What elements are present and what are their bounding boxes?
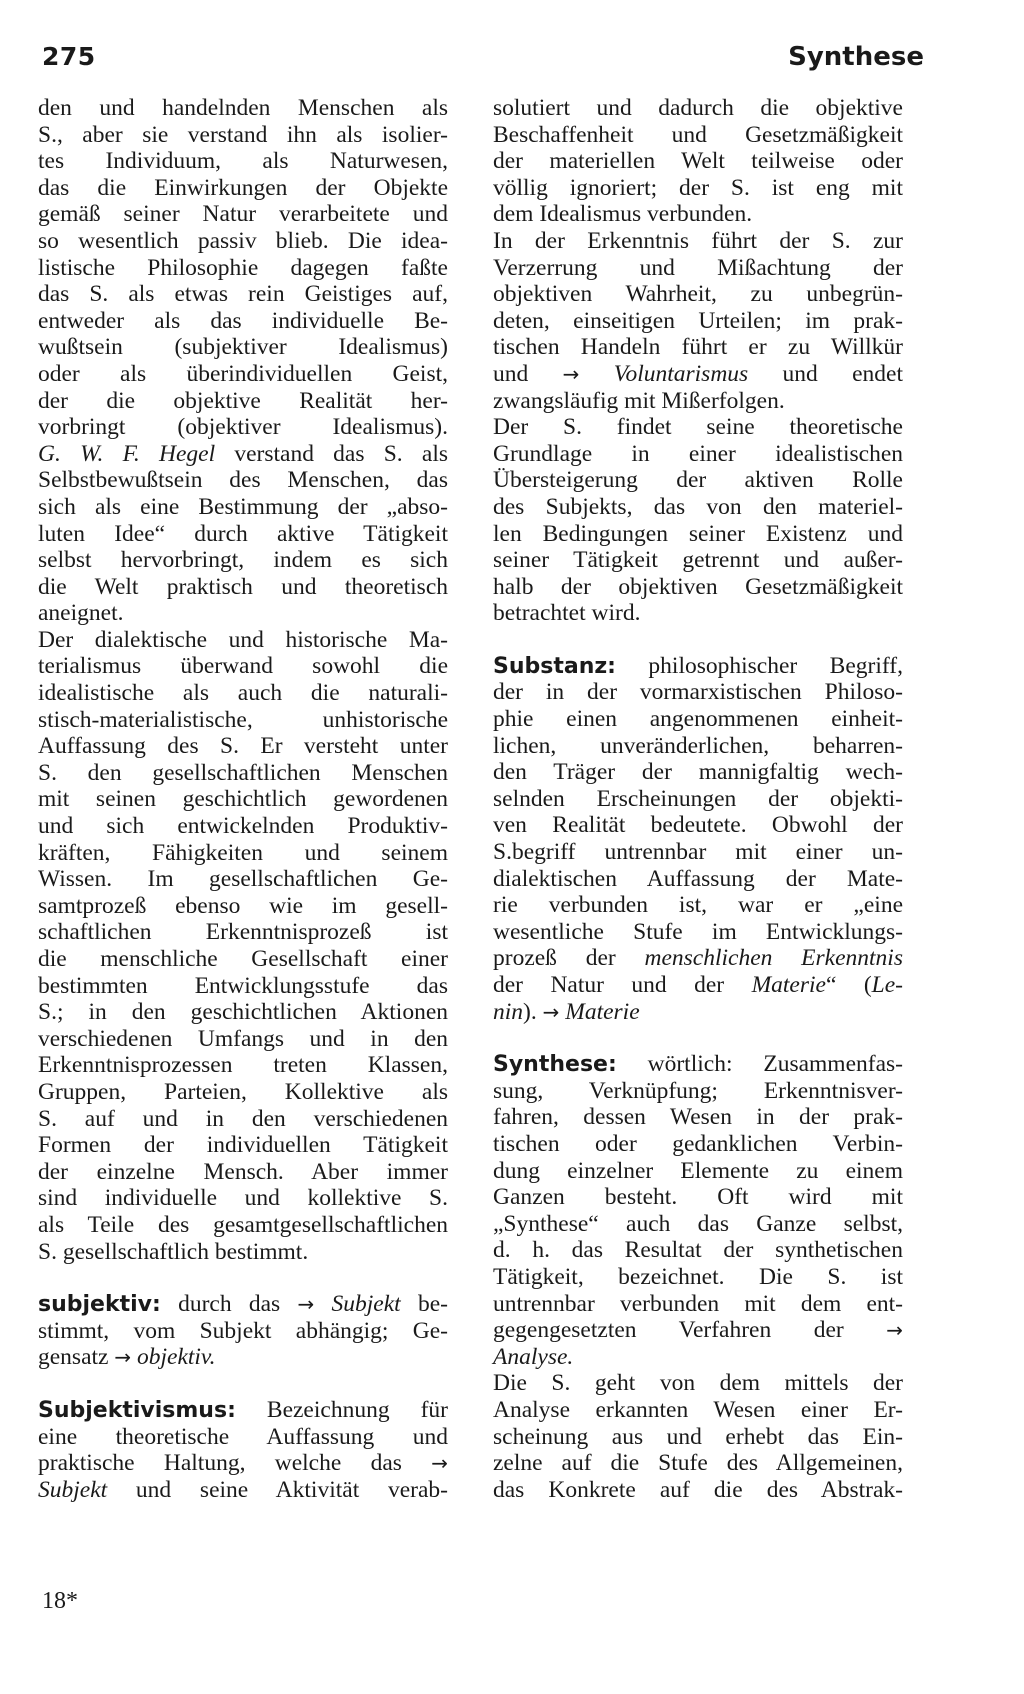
text-line: Analyse erkannten Wesen einer Er-	[493, 1396, 903, 1423]
text-line: tes Individuum, als Naturwesen,	[38, 148, 448, 175]
cross-reference: Subjekt	[38, 1476, 108, 1503]
text-line: tischen Handeln führt er zu Willkür	[493, 334, 903, 361]
text-fragment: be-	[400, 1291, 448, 1318]
text-line: seiner Tätigkeit getrennt und außer-	[493, 547, 903, 574]
text-line: S.; in den geschichtlichen Aktionen	[38, 999, 448, 1026]
text-fragment: verstand das S. als	[215, 440, 448, 467]
text-line: dung einzelner Elemente zu einem	[493, 1157, 903, 1184]
cross-reference: Materie	[559, 998, 640, 1025]
text-line: d. h. das Resultat der synthetischen	[493, 1237, 903, 1264]
text-line: „Synthese“ auch das Ganze selbst,	[493, 1210, 903, 1237]
text-fragment: und	[493, 360, 563, 387]
quotation-italic: Materie	[751, 972, 826, 998]
text-line: terialismus überwand sowohl die	[38, 653, 448, 680]
text-line: selbst hervorbringt, indem es sich	[38, 547, 448, 574]
person-reference: nin	[493, 998, 524, 1025]
text-line: halb der objektiven Gesetzmäßigkeit	[493, 573, 903, 600]
text-line: Übersteigerung der aktiven Rolle	[493, 467, 903, 494]
entry-synthese	[493, 1051, 903, 1503]
text-line: rie verbunden ist, war er „eine	[493, 892, 903, 919]
text-line	[38, 1291, 448, 1318]
text-line: die menschliche Gesellschaft einer	[38, 946, 448, 972]
entry-subjektivismus-continuation	[493, 95, 903, 627]
cross-reference: Subjekt	[314, 1291, 401, 1318]
right-column	[493, 95, 903, 1503]
cross-reference: objektiv.	[131, 1344, 216, 1371]
text-line: Wissen. Im gesellschaftlichen Ge-	[38, 866, 448, 893]
text-fragment: philosophischer Begriff,	[615, 652, 903, 679]
text-fragment: praktische Haltung, welche das	[38, 1450, 432, 1477]
text-fragment: prozeß der	[493, 945, 645, 972]
text-line: des Subjekts, das von den materiel-	[493, 493, 903, 520]
text-line: oder als überindividuellen Geist,	[38, 360, 448, 387]
text-line: Auffassung des S. Er versteht unter	[38, 733, 448, 760]
text-line	[38, 1477, 448, 1504]
text-line: so wesentlich passiv blieb. Die idea-	[38, 227, 448, 254]
cross-reference-arrow-icon: →	[562, 361, 580, 386]
text-line	[38, 1450, 448, 1477]
text-line: idealistische als auch die naturali-	[38, 680, 448, 707]
headword: Subjektivismus:	[38, 1397, 236, 1423]
headword: Substanz:	[493, 653, 616, 679]
text-line: stimmt, vom Subjekt abhängig; Ge-	[38, 1317, 448, 1344]
cross-reference-arrow-icon: →	[114, 1345, 132, 1370]
text-line: S., aber sie verstand ihn als isolier-	[38, 121, 448, 148]
text-fragment: ).	[523, 998, 543, 1025]
entry-spacer	[493, 627, 903, 653]
text-line: völlig ignoriert; der S. ist eng mit	[493, 174, 903, 201]
text-line: S. gesellschaftlich bestimmt.	[38, 1238, 309, 1265]
cross-reference: Voluntarismus	[579, 360, 749, 387]
text-line: solutiert und dadurch die objektive	[493, 95, 903, 121]
entry-spacer	[493, 1025, 903, 1051]
text-line: wußtsein (subjektiver Idealismus)	[38, 334, 448, 361]
text-fragment: gensatz	[38, 1344, 115, 1371]
text-line: In der Erkenntnis führt der S. zur	[493, 227, 903, 254]
text-line: stisch-materialistische, unhistorische	[38, 706, 448, 733]
text-line	[493, 1051, 903, 1078]
text-line: phie einen angenommenen einheit-	[493, 706, 903, 733]
text-line: Gruppen, Parteien, Kollektive als	[38, 1078, 448, 1105]
text-line: Selbstbewußtsein des Menschen, das	[38, 467, 448, 494]
entry-spacer	[38, 1265, 448, 1291]
text-line: wesentliche Stufe im Entwicklungs-	[493, 918, 903, 945]
printer-signature: 18*	[42, 1588, 78, 1614]
entry-spacer	[38, 1371, 448, 1397]
text-line: verschiedenen Umfangs und in den	[38, 1025, 448, 1052]
text-line: dialektischen Auffassung der Mate-	[493, 865, 903, 892]
text-line: len Bedingungen seiner Existenz und	[493, 520, 903, 547]
text-line: sich als eine Bestimmung der „abso-	[38, 493, 448, 520]
text-line: betrachtet wird.	[493, 600, 641, 627]
text-line: die Welt praktisch und theoretisch	[38, 573, 448, 600]
text-line: lichen, unveränderlichen, beharren-	[493, 732, 903, 759]
text-line: S.begriff untrennbar mit einer un-	[493, 839, 903, 866]
text-line: listische Philosophie dagegen faßte	[38, 254, 448, 281]
running-head: Synthese	[788, 42, 924, 72]
text-line: zwangsläufig mit Mißerfolgen.	[493, 387, 785, 414]
text-line: S. den gesellschaftlichen Menschen	[38, 759, 448, 786]
text-line: das die Einwirkungen der Objekte	[38, 174, 448, 201]
text-line: fahren, dessen Wesen in der prak-	[493, 1104, 903, 1131]
text-line: der in der vormarxistischen Philoso-	[493, 679, 903, 706]
text-line: tischen oder gedanklichen Verbin-	[493, 1130, 903, 1157]
text-line: scheinung aus und erhebt das Ein-	[493, 1423, 903, 1450]
text-line: das Konkrete auf die des Abstrak-	[493, 1476, 903, 1503]
text-line: der die objektive Realität her-	[38, 387, 448, 414]
text-line	[493, 653, 903, 680]
text-line: objektiven Wahrheit, zu unbegrün-	[493, 281, 903, 308]
text-line: Verzerrung und Mißachtung der	[493, 254, 903, 281]
text-line	[493, 972, 903, 999]
text-line: Formen der individuellen Tätigkeit	[38, 1132, 448, 1159]
headword: subjektiv:	[38, 1292, 161, 1318]
text-line: bestimmten Entwicklungsstufe das	[38, 972, 448, 999]
text-line	[493, 1317, 903, 1344]
text-fragment: durch das	[160, 1291, 298, 1318]
text-line: gemäß seiner Natur verarbeitete und	[38, 201, 448, 228]
text-line: und sich entwickelnden Produktiv-	[38, 813, 448, 840]
text-line	[493, 945, 903, 972]
entry-substanz	[493, 653, 903, 1025]
text-line: sind individuelle und kollektive S.	[38, 1185, 448, 1212]
text-line: S. auf und in den verschiedenen	[38, 1105, 448, 1132]
entry-subjektivismus	[38, 1397, 448, 1503]
page-number: 275	[42, 42, 96, 71]
cross-reference-arrow-icon: →	[297, 1292, 315, 1317]
cross-reference-arrow-icon: →	[431, 1451, 448, 1476]
headword: Synthese:	[493, 1052, 617, 1078]
text-line: eine theoretische Auffassung und	[38, 1423, 448, 1450]
person-reference: Le-	[871, 972, 903, 998]
text-line: dem Idealismus verbunden.	[493, 201, 753, 228]
text-line	[38, 1397, 448, 1424]
text-line	[493, 999, 903, 1026]
text-line: Grundlage in einer idealistischen	[493, 440, 903, 467]
text-line: das S. als etwas rein Geistiges auf,	[38, 281, 448, 308]
cross-reference-arrow-icon: →	[886, 1318, 903, 1343]
text-line: Der dialektische und historische Ma-	[38, 626, 448, 653]
text-fragment: und seine Aktivität verab-	[107, 1476, 448, 1503]
text-line: sung, Verknüpfung; Erkenntnisver-	[493, 1077, 903, 1104]
text-fragment: gegengesetzten Verfahren der	[493, 1317, 887, 1344]
text-line: der materiellen Welt teilweise oder	[493, 148, 903, 175]
text-line: den und handelnden Menschen als	[38, 95, 448, 121]
text-line: zelne auf die Stufe des Allgemeinen,	[493, 1450, 903, 1477]
text-line: ven Realität bedeutete. Obwohl der	[493, 812, 903, 839]
text-line: Die S. geht von dem mittels der	[493, 1370, 903, 1397]
text-line: selnden Erscheinungen der objekti-	[493, 785, 903, 812]
left-column	[38, 95, 448, 1503]
text-line: samtprozeß ebenso wie im gesell-	[38, 892, 448, 919]
text-line: Tätigkeit, bezeichnet. Die S. ist	[493, 1263, 903, 1290]
text-line: schaftlichen Erkenntnisprozeß ist	[38, 919, 448, 946]
text-line: Erkenntnisprozessen treten Klassen,	[38, 1052, 448, 1079]
text-line: Ganzen besteht. Oft wird mit	[493, 1184, 903, 1211]
text-fragment: Bezeichnung für	[235, 1396, 448, 1423]
person-reference: G. W. F. Hegel	[38, 440, 216, 467]
text-line: vorbringt (objektiver Idealismus).	[38, 414, 448, 441]
text-line	[38, 1344, 448, 1371]
text-line: als Teile des gesamtgesellschaftlichen	[38, 1211, 448, 1238]
text-fragment: wörtlich: Zusammenfas-	[616, 1051, 903, 1078]
text-line	[493, 361, 903, 388]
text-fragment: der Natur und der	[493, 972, 752, 998]
text-line: Beschaffenheit und Gesetzmäßigkeit	[493, 121, 903, 148]
cross-reference: Analyse.	[493, 1343, 574, 1370]
text-line: mit seinen geschichtlich gewordenen	[38, 786, 448, 813]
entry-subjekt-continuation	[38, 95, 448, 1265]
text-line	[38, 441, 448, 468]
text-line: untrennbar verbunden mit dem ent-	[493, 1290, 903, 1317]
text-line: aneignet.	[38, 600, 124, 627]
text-line: luten Idee“ durch aktive Tätigkeit	[38, 520, 448, 547]
text-line: deten, einseitigen Urteilen; im prak-	[493, 307, 903, 334]
text-line: Der S. findet seine theoretische	[493, 414, 903, 441]
quotation-italic: menschlichen Erkenntnis	[644, 945, 903, 972]
text-line: entweder als das individuelle Be-	[38, 307, 448, 334]
text-line: kräften, Fähigkeiten und seinem	[38, 839, 448, 866]
cross-reference-arrow-icon: →	[542, 999, 560, 1024]
text-line: der einzelne Mensch. Aber immer	[38, 1158, 448, 1185]
text-fragment: und endet	[748, 360, 904, 387]
text-line	[493, 1344, 903, 1371]
entry-subjektiv	[38, 1291, 448, 1371]
text-fragment: “ (	[825, 972, 872, 998]
text-line: den Träger der mannigfaltig wech-	[493, 759, 903, 786]
